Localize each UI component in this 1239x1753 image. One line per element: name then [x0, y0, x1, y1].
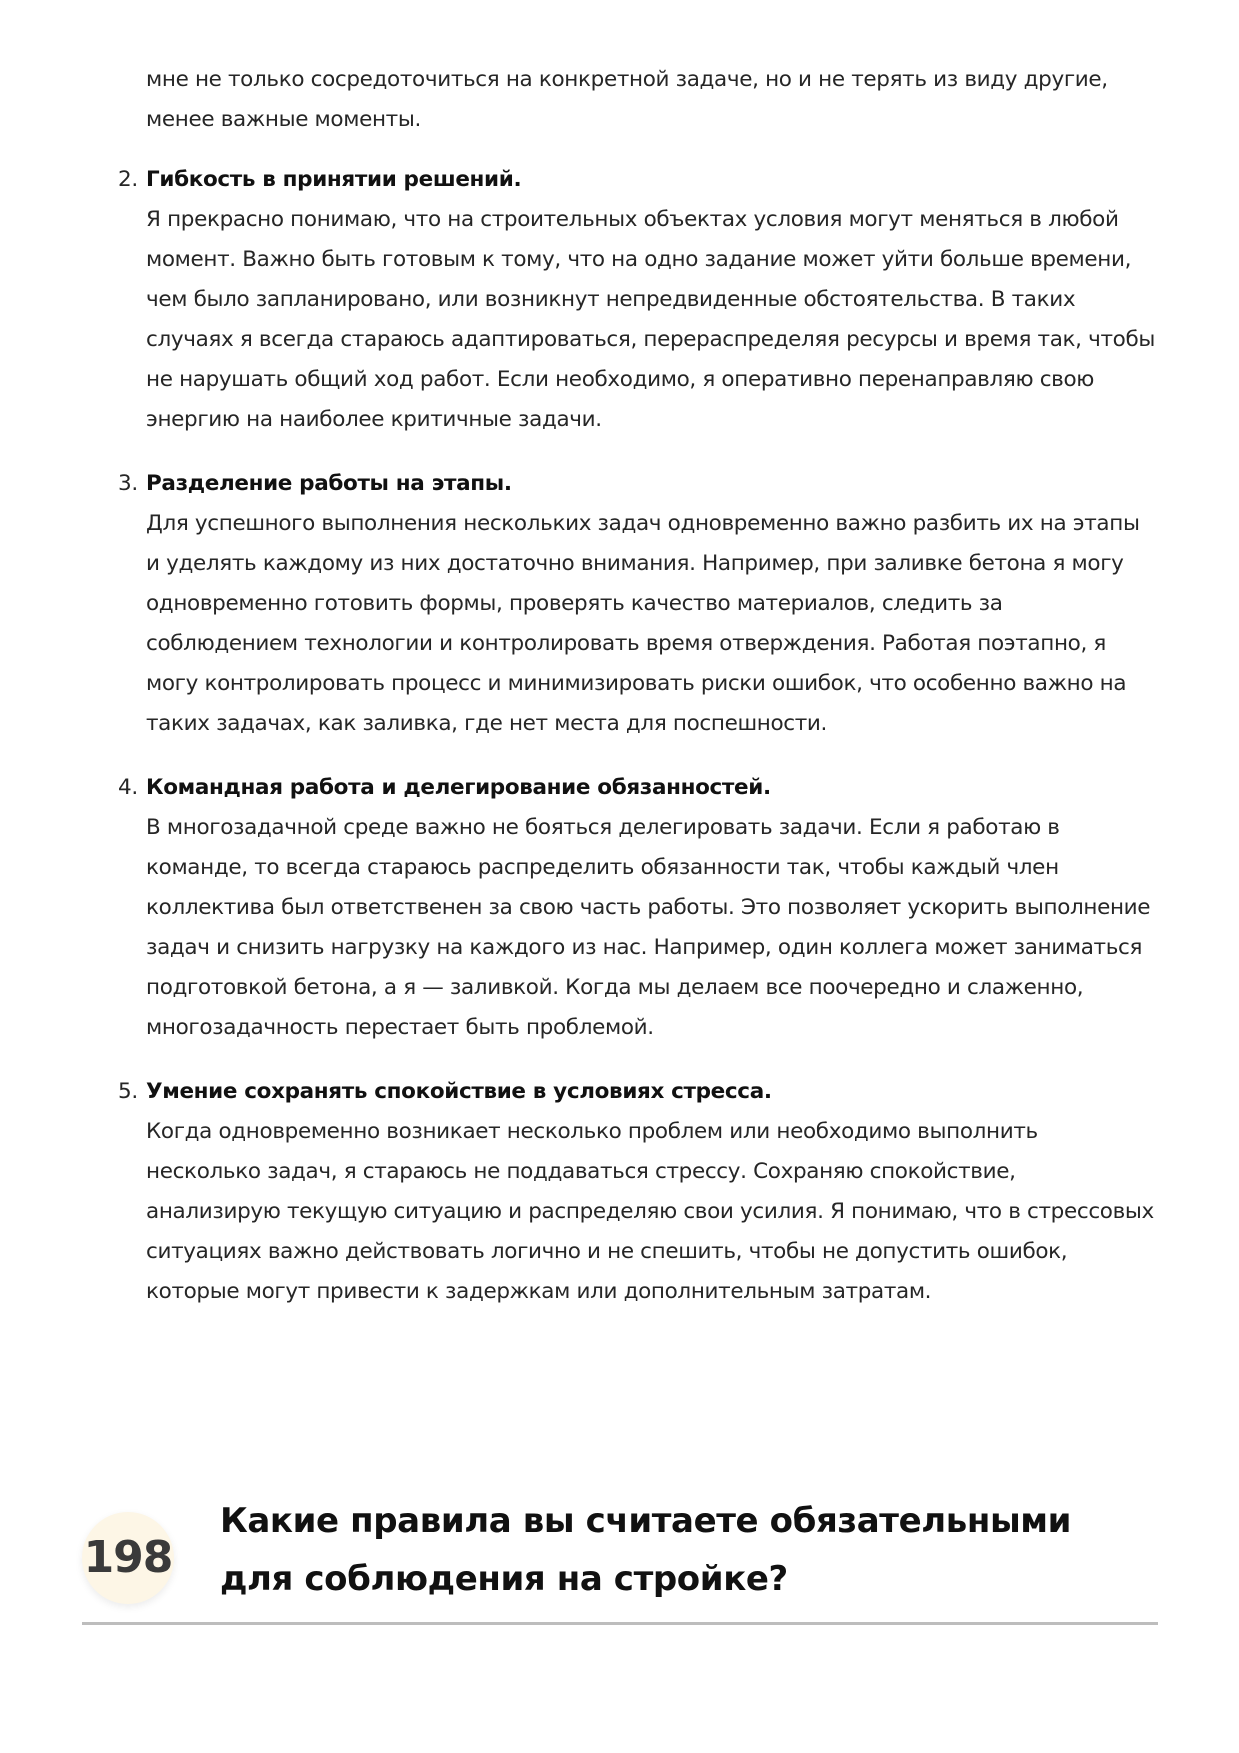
list-item-heading: [0, 1072, 1239, 1112]
question-title: Какие правила вы считаете обязательными для соблюдения на стройке?: [220, 1501, 1072, 1599]
list-item-number: 3.: [118, 471, 138, 496]
list-item-heading: [0, 160, 1239, 200]
list-item-number: 4.: [118, 775, 138, 800]
list-item-number: 2.: [118, 167, 138, 192]
list-item-heading: [0, 464, 1239, 504]
list-item-title: Разделение работы на этапы.: [146, 471, 512, 496]
intro-paragraph: мне не только сосредоточиться на конкретной задаче, но и не терять из виду другие, менее важные моменты.: [146, 67, 1108, 132]
list-item-body: Когда одновременно возникает несколько проблем или необходимо выполнить несколько задач, я стараюсь не поддаваться стрессу. Сохраняю спокойствие, анализирую текущую ситуацию и распределяю свои усилия. Я понимаю, что в стрессовых ситуациях важно действовать логично и не спешить, чтобы не допустить ошибок, которые могут привести к задержкам или дополнительным затратам.: [146, 1119, 1154, 1304]
question-number-badge: 198: [82, 1512, 174, 1604]
list-item-body: Я прекрасно понимаю, что на строительных объектах условия могут меняться в любой момент. Важно быть готовым к тому, что на одно задание может уйти больше времени, чем было запланировано, или возникнут непредвиденные обстоятельства. В таких случаях я всегда стараюсь адаптироваться, перераспределяя ресурсы и время так, чтобы не нарушать общий ход работ. Если необходимо, я оперативно перенаправляю свою энергию на наиболее критичные задачи.: [146, 207, 1155, 432]
question-header: [82, 1490, 1158, 1625]
list-item-body: В многозадачной среде важно не бояться делегировать задачи. Если я работаю в команде, то всегда стараюсь распределить обязанности так, чтобы каждый член коллектива был ответственен за свою часть работы. Это позволяет ускорить выполнение задач и снизить нагрузку на каждого из нас. Например, один коллега может заниматься подготовкой бетона, а я — заливкой. Когда мы делаем все поочередно и слаженно, многозадачность перестает быть проблемой.: [146, 815, 1151, 1040]
list-item: [0, 768, 1239, 1048]
list-item-body: Для успешного выполнения нескольких задач одновременно важно разбить их на этапы и уделять каждому из них достаточно внимания. Например, при заливке бетона я могу одновременно готовить формы, проверять качество материалов, следить за соблюдением технологии и контролировать время отверждения. Работая поэтапно, я могу контролировать процесс и минимизировать риски ошибок, что особенно важно на таких задачах, как заливка, где нет места для поспешности.: [146, 511, 1140, 736]
list-item: [0, 464, 1239, 744]
list-item-number: 5.: [118, 1079, 138, 1104]
list-item-title: Умение сохранять спокойствие в условиях стресса.: [146, 1079, 772, 1104]
numbered-list: [0, 160, 1239, 1336]
list-item-title: Командная работа и делегирование обязанностей.: [146, 775, 771, 800]
list-item-heading: [0, 768, 1239, 808]
list-item: [0, 160, 1239, 440]
list-item: [0, 1072, 1239, 1312]
list-item-title: Гибкость в принятии решений.: [146, 167, 522, 192]
